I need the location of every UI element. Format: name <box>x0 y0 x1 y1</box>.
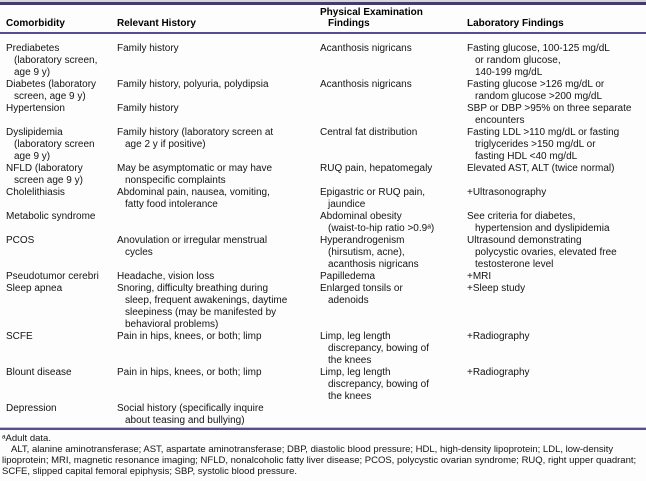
cell-physical <box>320 79 467 103</box>
text-line: behavioral problems) <box>125 319 219 330</box>
footnote-abbreviations: ALT, alanine aminotransferase; AST, aspartate aminotransferase; DBP, diastolic blood pressure; HDL, high-density lipoprotein; LDL, low-density lipoprotein; MRI, magnetic resonance imaging; NFLD, nonalcoholic fatty liver disease; PCOS, polycystic ovarian syndrome; RUQ, right upper quadrant; SCFE, slipped capital femoral epiphysis; SBP, systolic blood pressure. <box>2 444 637 477</box>
text-line: fatty food intolerance <box>125 199 218 210</box>
cell-history <box>117 187 320 211</box>
cell-history <box>117 79 320 103</box>
cell-physical <box>320 403 467 427</box>
text-line: Cholelithiasis <box>6 187 65 198</box>
text-line: Acanthosis nigricans <box>320 43 412 54</box>
cell-comorbidity <box>0 127 117 163</box>
table-row <box>0 331 646 367</box>
text-line: the knees <box>328 391 372 402</box>
cell-history <box>117 403 320 427</box>
cell-laboratory <box>467 127 646 163</box>
cell-history <box>117 127 320 163</box>
text-line: Limp, leg length <box>320 367 391 378</box>
cell-physical <box>320 367 467 403</box>
cell-comorbidity <box>0 103 117 127</box>
text-line: Abdominal pain, nausea, vomiting, <box>117 187 270 198</box>
text-line: screen age 9 y) <box>14 175 83 186</box>
table-header-row <box>0 4 646 34</box>
table-row <box>0 403 646 427</box>
cell-physical <box>320 235 467 271</box>
cell-comorbidity <box>0 163 117 187</box>
text-line: Family history (laboratory screen at <box>117 127 274 138</box>
cell-history <box>117 331 320 367</box>
text-line: Physical Examination <box>320 7 423 18</box>
cell-history <box>117 283 320 331</box>
cell-laboratory <box>467 271 646 283</box>
column-header-physical <box>320 4 467 34</box>
cell-comorbidity <box>0 187 117 211</box>
cell-history <box>117 211 320 235</box>
text-line: Family history <box>117 103 179 114</box>
cell-comorbidity <box>0 79 117 103</box>
text-line: Abdominal obesity <box>320 211 402 222</box>
cell-laboratory <box>467 211 646 235</box>
text-line: Hyperandrogenism <box>320 235 405 246</box>
cell-laboratory <box>467 187 646 211</box>
table-row <box>0 79 646 103</box>
cell-laboratory <box>467 331 646 367</box>
text-line: Blount disease <box>6 367 72 378</box>
text-line: Papilledema <box>320 271 376 282</box>
text-line: jaundice <box>328 199 366 210</box>
cell-physical <box>320 187 467 211</box>
text-line: age 9 y) <box>14 151 51 162</box>
text-line: SBP or DBP >95% on three separate <box>467 103 632 114</box>
cell-comorbidity <box>0 271 117 283</box>
text-line: the knees <box>328 355 372 366</box>
text-line: Enlarged tonsils or <box>320 283 403 294</box>
table-row <box>0 235 646 271</box>
text-line: Sleep apnea <box>6 283 63 294</box>
cell-comorbidity <box>0 211 117 235</box>
text-line: PCOS <box>6 235 35 246</box>
text-line: Prediabetes <box>6 43 60 54</box>
cell-physical <box>320 271 467 283</box>
text-line: Laboratory Findings <box>467 18 564 29</box>
text-line: adenoids <box>328 295 369 306</box>
cell-physical <box>320 331 467 367</box>
cell-laboratory <box>467 367 646 403</box>
cell-physical <box>320 211 467 235</box>
text-line: cycles <box>125 247 153 258</box>
text-line: Depression <box>6 403 57 414</box>
table-body <box>0 33 646 427</box>
text-line: Epigastric or RUQ pain, <box>320 187 426 198</box>
table-row <box>0 127 646 163</box>
text-line: Family history <box>117 43 179 54</box>
text-line: +MRI <box>467 271 492 282</box>
cell-laboratory <box>467 163 646 187</box>
text-line: nonspecific complaints <box>125 175 226 186</box>
table-row <box>0 103 646 127</box>
column-header-history <box>117 4 320 34</box>
text-line: polycystic ovaries, elevated free <box>475 247 617 258</box>
text-line: May be asymptomatic or may have <box>117 163 273 174</box>
text-line: +Ultrasonography <box>467 187 547 198</box>
cell-physical <box>320 33 467 79</box>
text-line: +Sleep study <box>467 283 526 294</box>
text-line: Central fat distribution <box>320 127 418 138</box>
cell-comorbidity <box>0 367 117 403</box>
text-line: acanthosis nigricans <box>328 259 419 270</box>
text-line: testosterone level <box>475 259 554 270</box>
cell-comorbidity <box>0 331 117 367</box>
text-line: Social history (specifically inquire <box>117 403 264 414</box>
text-line: Family history, polyuria, polydipsia <box>117 79 269 90</box>
text-line: triglycerides >150 mg/dL or <box>475 139 596 150</box>
text-line: Comorbidity <box>6 18 65 29</box>
text-line: Fasting glucose, 100-125 mg/dL <box>467 43 610 54</box>
cell-history <box>117 163 320 187</box>
text-line: SCFE <box>6 331 33 342</box>
text-line: NFLD (laboratory <box>6 163 83 174</box>
text-line: (waist-to-hip ratio >0.9ᵃ) <box>328 223 435 234</box>
cell-comorbidity <box>0 283 117 331</box>
table-row <box>0 271 646 283</box>
text-line: Diabetes (laboratory <box>6 79 97 90</box>
cell-physical <box>320 163 467 187</box>
comorbidity-table <box>0 2 646 427</box>
text-line: Snoring, difficulty breathing during <box>117 283 269 294</box>
text-line: about teasing and bullying) <box>125 415 245 426</box>
footnotes <box>0 433 646 477</box>
text-line: 140-199 mg/dL <box>475 67 543 78</box>
cell-comorbidity <box>0 403 117 427</box>
text-line: age 2 y if positive) <box>125 139 206 150</box>
cell-history <box>117 103 320 127</box>
text-line: Acanthosis nigricans <box>320 79 412 90</box>
cell-physical <box>320 283 467 331</box>
text-line: Metabolic syndrome <box>6 211 96 222</box>
table-row <box>0 187 646 211</box>
text-line: screen, age 9 y) <box>14 91 86 102</box>
text-line: Anovulation or irregular menstrual <box>117 235 268 246</box>
text-line: +Radiography <box>467 331 530 342</box>
text-line: Findings <box>328 18 370 29</box>
text-line: +Radiography <box>467 367 530 378</box>
column-header-comorbidity <box>0 4 117 34</box>
cell-history <box>117 235 320 271</box>
cell-laboratory <box>467 235 646 271</box>
text-line: or random glucose, <box>475 55 561 66</box>
cell-physical <box>320 127 467 163</box>
text-line: Elevated AST, ALT (twice normal) <box>467 163 615 174</box>
column-header-laboratory <box>467 4 646 34</box>
text-line: Headache, vision loss <box>117 271 215 282</box>
cell-physical <box>320 103 467 127</box>
text-line: discrepancy, bowing of <box>328 379 429 390</box>
cell-comorbidity <box>0 235 117 271</box>
text-line: Fasting glucose >126 mg/dL or <box>467 79 605 90</box>
cell-history <box>117 271 320 283</box>
text-line: discrepancy, bowing of <box>328 343 429 354</box>
cell-laboratory <box>467 403 646 427</box>
text-line: fasting HDL <40 mg/dL <box>475 151 578 162</box>
table-header <box>0 4 646 34</box>
text-line: hypertension and dyslipidemia <box>475 223 610 234</box>
table-row <box>0 367 646 403</box>
text-line: Ultrasound demonstrating <box>467 235 582 246</box>
table-row <box>0 283 646 331</box>
table-bottom-rule <box>0 427 646 430</box>
text-line: (laboratory screen <box>14 139 95 150</box>
text-line: See criteria for diabetes, <box>467 211 576 222</box>
text-line: sleep, frequent awakenings, daytime <box>125 295 288 306</box>
text-line: RUQ pain, hepatomegaly <box>320 163 433 174</box>
cell-history <box>117 367 320 403</box>
footnote-adult-data: ᵃAdult data. <box>2 433 51 444</box>
text-line: (laboratory screen, <box>14 55 98 66</box>
table-row <box>0 33 646 79</box>
cell-comorbidity <box>0 33 117 79</box>
text-line: Dyslipidemia <box>6 127 63 138</box>
cell-laboratory <box>467 283 646 331</box>
text-line: Fasting LDL >110 mg/dL or fasting <box>467 127 620 138</box>
table-row <box>0 211 646 235</box>
cell-laboratory <box>467 79 646 103</box>
text-line: Limp, leg length <box>320 331 391 342</box>
cell-laboratory <box>467 103 646 127</box>
text-line: Pseudotumor cerebri <box>6 271 99 282</box>
text-line: Pain in hips, knees, or both; limp <box>117 331 262 342</box>
cell-laboratory <box>467 33 646 79</box>
text-line: age 9 y) <box>14 67 51 78</box>
text-line: (hirsutism, acne), <box>328 247 405 258</box>
table-row <box>0 163 646 187</box>
text-line: Pain in hips, knees, or both; limp <box>117 367 262 378</box>
text-line: encounters <box>475 115 525 126</box>
text-line: sleepiness (may be manifested by <box>125 307 277 318</box>
text-line: Relevant History <box>117 18 196 29</box>
cell-history <box>117 33 320 79</box>
text-line: Hypertension <box>6 103 65 114</box>
text-line: random glucose >200 mg/dL <box>475 91 603 102</box>
